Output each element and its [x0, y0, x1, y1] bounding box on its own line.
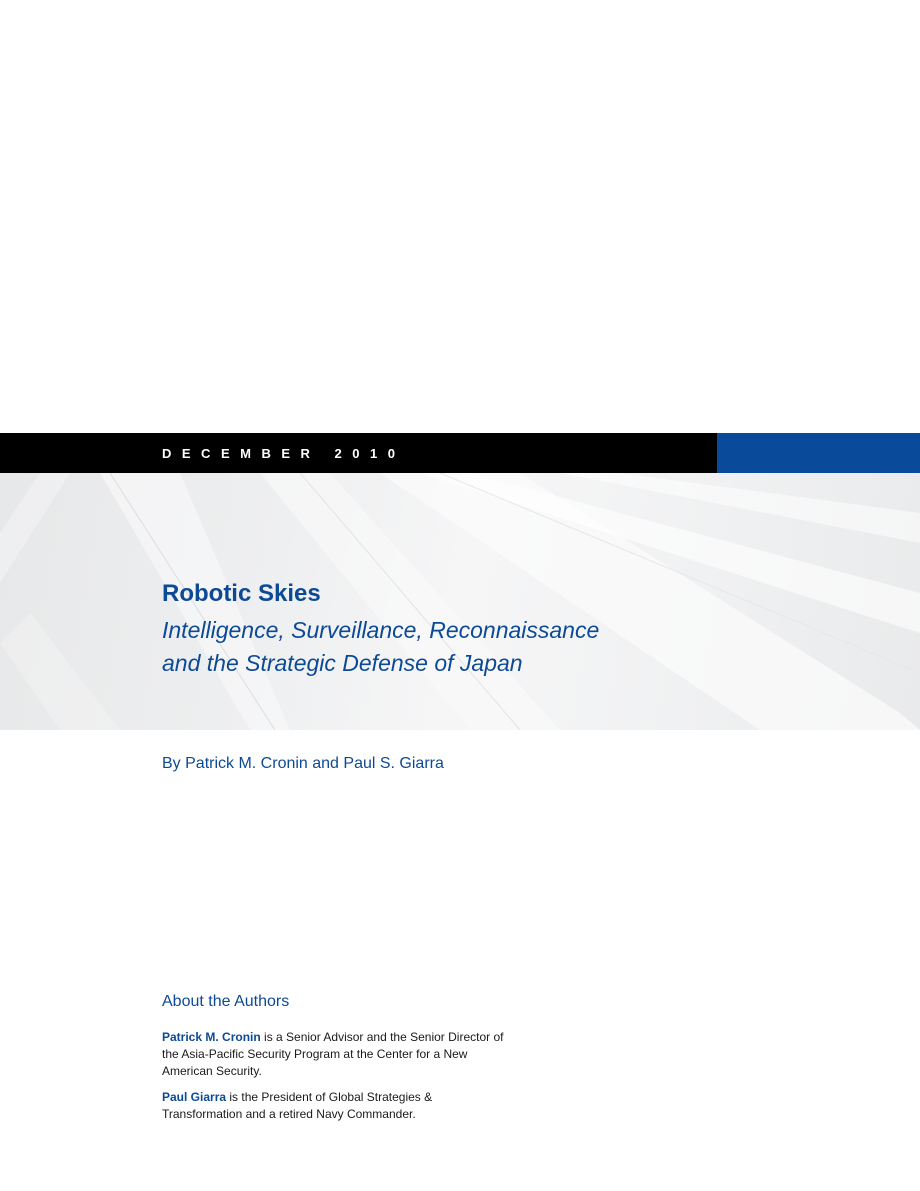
subtitle-line-2: and the Strategic Defense of Japan [162, 650, 523, 676]
report-subtitle [162, 614, 599, 680]
hero-background [0, 473, 920, 730]
author-bio [162, 1089, 512, 1123]
brand-color-block [717, 433, 920, 473]
publication-date: DECEMBER 2010 [162, 446, 406, 461]
report-title: Robotic Skies [162, 580, 321, 607]
author-name: Paul Giarra [162, 1090, 227, 1104]
author-description: is a Senior Advisor and the Senior Director of the Asia-Pacific Security Program at the Center for a New American Security. [162, 1030, 504, 1078]
subtitle-line-1: Intelligence, Surveillance, Reconnaissance [162, 617, 600, 643]
author-description: is the President of Global Strategies & Transformation and a retired Navy Commander. [162, 1090, 433, 1121]
author-name: Patrick M. Cronin [162, 1030, 261, 1044]
light-streaks-graphic [0, 473, 920, 730]
about-authors-heading: About the Authors [162, 993, 290, 1010]
author-bio [162, 1029, 512, 1080]
byline: By Patrick M. Cronin and Paul S. Giarra [162, 755, 444, 772]
